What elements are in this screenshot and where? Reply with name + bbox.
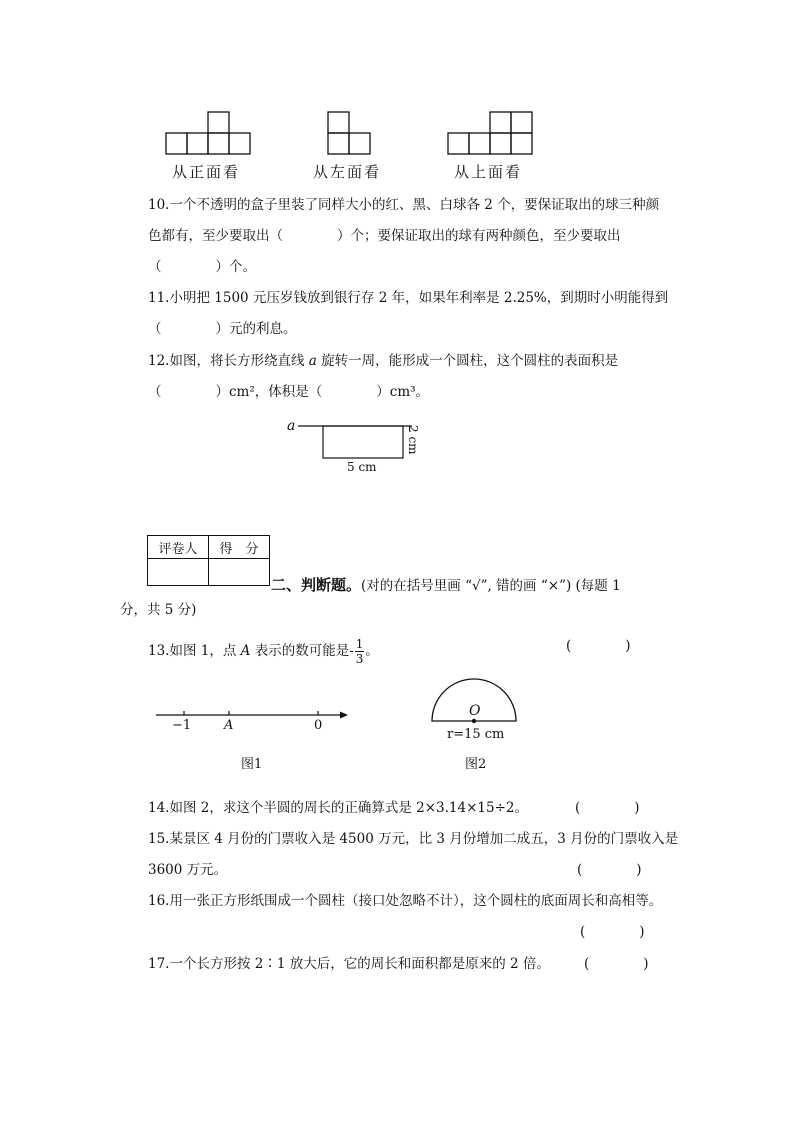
q13-text-c: 。: [365, 643, 379, 659]
q14-line: 14.如图 2，求这个半圆的周长的正确算式是 2×3.14×15÷2。: [148, 800, 528, 816]
q12-line1: [148, 355, 618, 369]
q15-answer-paren: ( ): [577, 862, 642, 878]
q10-line3: （ ）个。: [148, 259, 256, 275]
q12-text-a: 12.如图，将长方形绕直线: [148, 353, 309, 369]
q13-line: [148, 638, 379, 665]
front-view-label: 从正面看: [172, 163, 241, 181]
score-box-reviewer-header: 评卷人: [148, 536, 209, 559]
score-box-reviewer-cell: [148, 559, 209, 586]
score-box-score-cell: [209, 559, 270, 586]
left-view-label: 从左面看: [313, 163, 382, 181]
fig2-radius-label: r=15 cm: [447, 727, 505, 742]
fig2-caption: 图2: [465, 757, 487, 772]
q10-line2: 色都有，至少要取出（ ）个；要保证取出的球有两种颜色，至少要取出: [148, 228, 621, 244]
fig2-center-label: O: [469, 703, 481, 719]
fig1-tick-A: A: [224, 718, 234, 733]
fig1-tick-0: 0: [314, 718, 323, 733]
q12-axis-label: a: [287, 418, 296, 434]
q13-var: A: [240, 643, 251, 659]
q13-fraction: [355, 638, 365, 665]
section2-title: 二、判断题。: [271, 576, 362, 594]
section2-desc2: 分，共 5 分): [120, 602, 197, 618]
top-view-label: 从上面看: [454, 163, 523, 181]
q13-text-a: 13.如图 1，点: [148, 643, 241, 659]
fig1-tick-minus1: −1: [172, 718, 192, 733]
q16-answer-paren: ( ): [580, 924, 645, 940]
q14-answer-paren: ( ): [575, 800, 640, 816]
section2-desc: (对的在括号里画 “√”, 错的画 “×”) (每题 1: [361, 578, 621, 594]
section2-heading: [271, 574, 621, 595]
q13-answer-paren: ( ): [566, 638, 631, 654]
q17-line: 17.一个长方形按 2∶1 放大后，它的周长和面积都是原来的 2 倍。: [148, 956, 550, 972]
q12-var-a: a: [308, 353, 317, 369]
q16-line1: 16.用一张正方形纸围成一个圆柱（接口处忽略不计），这个圆柱的底面周长和高相等。: [148, 893, 663, 909]
three-views-figure: [160, 104, 540, 156]
q13-text-b: 表示的数可能是-: [250, 643, 354, 659]
q15-line2: 3600 万元。: [148, 862, 228, 878]
q11-line1: 11.小明把 1500 元压岁钱放到银行存 2 年，如果年利率是 2.25%，到期时小明能得到: [148, 290, 669, 306]
q11-line2: （ ）元的利息。: [148, 321, 297, 337]
q13-frac-num: 1: [355, 637, 364, 651]
q15-line1: 15.某景区 4 月份的门票收入是 4500 万元，比 3 月份增加二成五，3 月份的门票收入是: [148, 831, 679, 847]
q12-width-label: 5 cm: [347, 460, 377, 474]
q13-frac-den: 3: [355, 652, 364, 666]
fig1-caption: 图1: [241, 757, 263, 772]
q17-answer-paren: ( ): [584, 956, 649, 972]
q12-height-label: 2 cm: [406, 425, 420, 455]
q10-line1: 10.一个不透明的盒子里装了同样大小的红、黑、白球各 2 个，要保证取出的球三种颜: [148, 197, 660, 213]
score-box-score-header: 得 分: [209, 536, 270, 559]
score-box: [147, 535, 270, 586]
q12-text-b: 旋转一周，能形成一个圆柱，这个圆柱的表面积是: [316, 353, 619, 369]
q12-line2: （ ）cm²，体积是（ ）cm³。: [148, 384, 430, 400]
